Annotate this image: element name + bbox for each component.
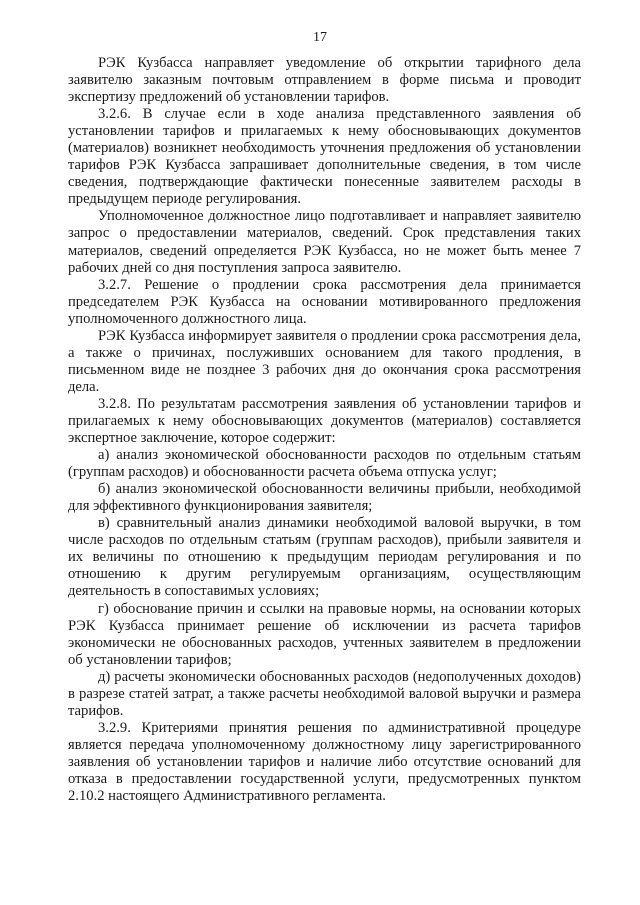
paragraph-3-2-9: 3.2.9. Критериями принятия решения по административной процедуре является передача уполномоченному должностному лицу зарегистрированного заявления об установлении тарифов и наличие либо отсутствие оснований для отказа в предоставлении государственной услуги, предусмотренных пунктом 2.10.2 настоящего Административного регламента.: [68, 719, 581, 805]
list-item-b: б) анализ экономической обоснованности величины прибыли, необходимой для эффективного функционирования заявителя;: [68, 481, 581, 515]
paragraph-3-2-7: 3.2.7. Решение о продлении срока рассмотрения дела принимается председателем РЭК Кузбасса на основании мотивированного предложения уполномоченного должностного лица.: [68, 276, 581, 327]
paragraph-3-2-8: 3.2.8. По результатам рассмотрения заявления об установлении тарифов и прилагаемых к нему обосновывающих документов (материалов) составляется экспертное заключение, которое содержит:: [68, 395, 581, 447]
page-number: 17: [313, 30, 327, 45]
list-item-g: г) обоснование причин и ссылки на правовые нормы, на основании которых РЭК Кузбасса принимает решение об исключении из расчета тарифов экономически не обоснованных расходов, учтенных заявителем в предложении об установлении тарифов;: [68, 600, 581, 668]
paragraph-request-materials: Уполномоченное должностное лицо подготавливает и направляет заявителю запрос о предоставлении материалов, сведений. Срок представления таких материалов, сведений определяется РЭК Кузбасса, но не может быть менее 7 рабочих дней со дня поступления запроса заявителю.: [68, 208, 581, 276]
document-body: [68, 55, 581, 805]
list-item-v: в) сравнительный анализ динамики необходимой валовой выручки, в том числе расходов по отдельным статьям (группам расходов), прибыли заявителя и их величины по отношению к предыдущим периодам регулирования и по отношению к другим регулируемым организациям, осуществляющим деятельность в сопоставимых условиях;: [68, 515, 581, 600]
list-item-a: а) анализ экономической обоснованности расходов по отдельным статьям (группам расходов) и обоснованности расчета объема отпуска услуг;: [68, 447, 581, 481]
list-item-d: д) расчеты экономически обоснованных расходов (недополученных доходов) в разрезе статей затрат, а также расчеты необходимой валовой выручки и размера тарифов.: [68, 668, 581, 719]
paragraph-3-2-6: 3.2.6. В случае если в ходе анализа представленного заявления об установлении тарифов и прилагаемых к нему обосновывающих документов (материалов) возникнет необходимость уточнения предложения об установлении тарифов РЭК Кузбасса запрашивает дополнительные сведения, в том числе сведения, подтверждающие фактически понесенные заявителем расходы в предыдущем периоде регулирования.: [68, 106, 581, 208]
paragraph-extension-notice: РЭК Кузбасса информирует заявителя о продлении срока рассмотрения дела, а также о причинах, послуживших основанием для такого продления, в письменном виде не позднее 3 рабочих дня до окончания срока рассмотрения дела.: [68, 327, 581, 395]
paragraph-notice: РЭК Кузбасса направляет уведомление об открытии тарифного дела заявителю заказным почтовым отправлением в форме письма и проводит экспертизу предложений об установлении тарифов.: [68, 55, 581, 106]
